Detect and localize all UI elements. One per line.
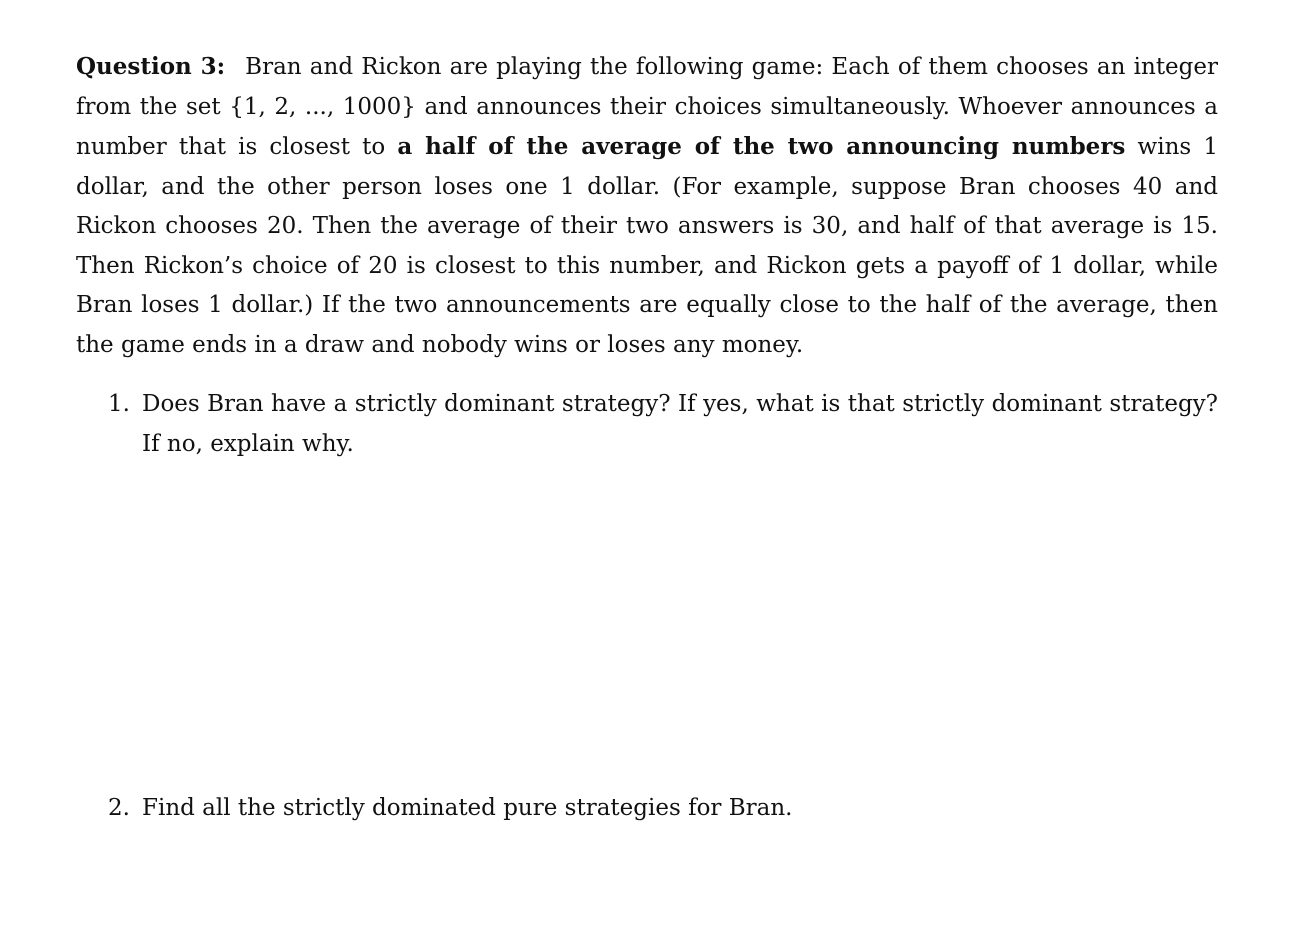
question-text-before: Bran and Rickon are playing the following game: Each of them chooses an integer from the set {1, 2, ..., 1000} and announces their choices simultaneously. Whoever announces a number that is closest to <box>76 54 1218 160</box>
subquestion-1 <box>108 385 1218 464</box>
question-paragraph <box>76 47 1218 365</box>
question-label: Question 3: <box>76 53 226 80</box>
subquestion-number: 2. <box>108 795 130 821</box>
subquestion-2 <box>108 789 1218 829</box>
question-emphasis: a half of the average of the two announcing numbers <box>397 133 1126 160</box>
question-text-after: wins 1 dollar, and the other person loses one 1 dollar. (For example, suppose Bran chooses 40 and Rickon chooses 20. Then the average of their two answers is 30, and half of that average is 15. Then Rickon’s choice of 20 is closest to this number, and Rickon gets a payoff of 1 dollar, while Bran loses 1 dollar.) If the two announcements are equally close to the half of the average, then the game ends in a draw and nobody wins or loses any money. <box>76 134 1219 358</box>
subquestion-text: Does Bran have a strictly dominant strategy? If yes, what is that strictly dominant strategy? If no, explain why. <box>142 391 1218 457</box>
subquestion-text: Find all the strictly dominated pure strategies for Bran. <box>142 795 793 821</box>
subquestion-number: 1. <box>108 391 130 417</box>
